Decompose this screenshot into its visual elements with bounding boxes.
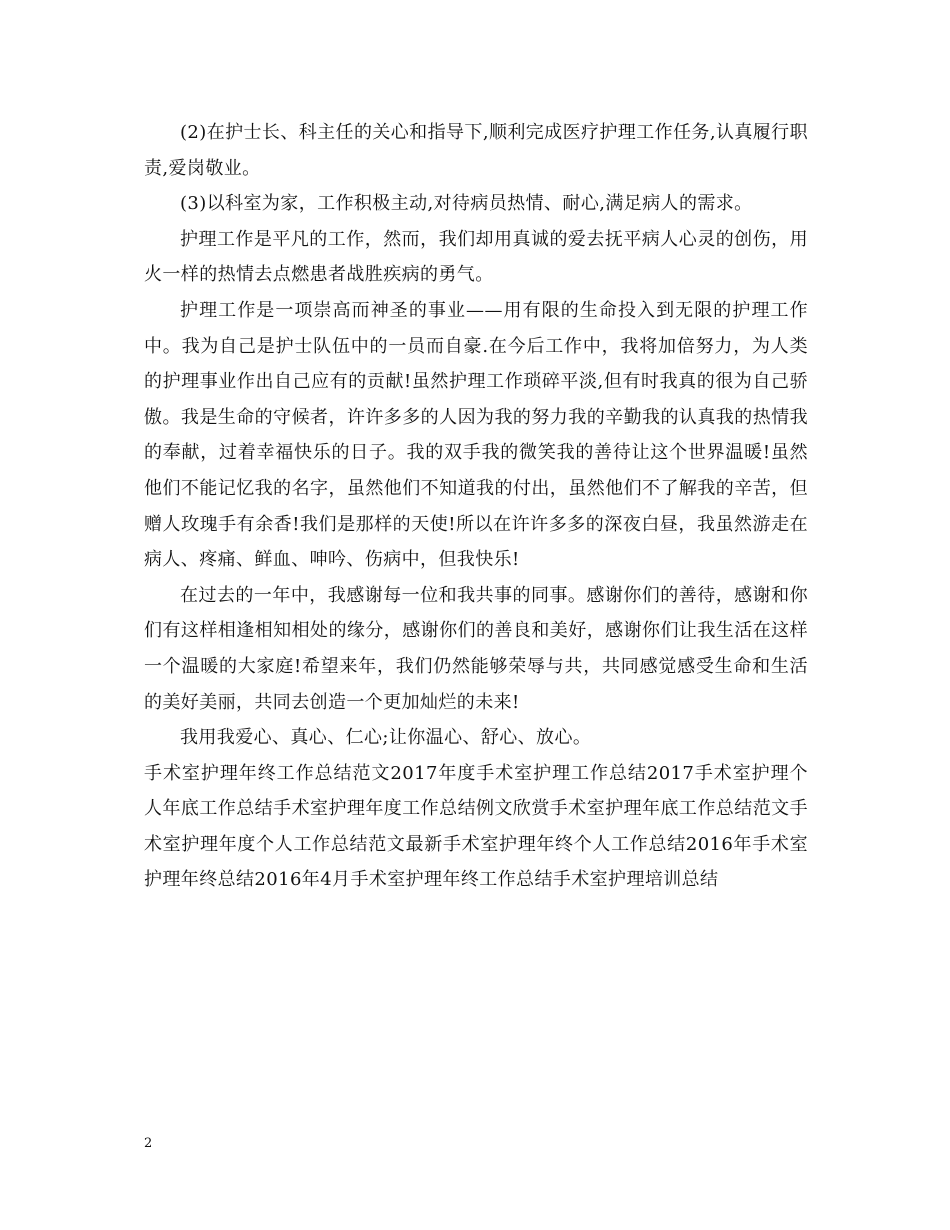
- page-number: 2: [144, 1136, 153, 1151]
- paragraph-thanks-colleagues: 在过去的一年中，我感谢每一位和我共事的同事。感谢你们的善待，感谢和你们有这样相逢相知相处的缘分，感谢你们的善良和美好，感谢你们让我生活在这样一个温暖的大家庭!希望来年，我们仍然能够荣辱与共，共同感觉感受生命和生活的美好美丽，共同去创造一个更加灿烂的未来!: [144, 584, 808, 713]
- related-articles-text: 手术室护理年终工作总结范文2017年度手术室护理工作总结2017手术室护理个人年底工作总结手术室护理年度工作总结例文欣赏手术室护理年底工作总结范文手术室护理年度个人工作总结范文最新手术室护理年终个人工作总结2016年手术室护理年终总结2016年4月手术室护理年终工作总结手术室护理培训总结: [144, 762, 808, 891]
- document-body: [144, 115, 808, 898]
- paragraph-nursing-noble: 护理工作是一项崇高而神圣的事业——用有限的生命投入到无限的护理工作中。我为自己是护士队伍中的一员而自豪.在今后工作中，我将加倍努力，为人类的护理事业作出自己应有的贡献!虽然护理工作琐碎平淡,但有时我真的很为自己骄傲。我是生命的守候者，许许多多的人因为我的努力我的辛勤我的认真我的热情我的奉献，过着幸福快乐的日子。我的双手我的微笑我的善待让这个世界温暖!虽然他们不能记忆我的名字，虽然他们不知道我的付出，虽然他们不了解我的辛苦，但赠人玫瑰手有余香!我们是那样的天使!所以在许许多多的深夜白昼，我虽然游走在病人、疼痛、鲜血、呻吟、伤病中，但我快乐!: [144, 299, 808, 571]
- paragraph-closing-motto: 我用我爱心、真心、仁心;让你温心、舒心、放心。: [180, 727, 592, 749]
- paragraph-nursing-ordinary: 护理工作是平凡的工作，然而，我们却用真诚的爱去抚平病人心灵的创伤，用火一样的热情去点燃患者战胜疾病的勇气。: [144, 228, 808, 286]
- paragraph-item-3: (3)以科室为家，工作积极主动,对待病员热情、耐心,满足病人的需求。: [180, 193, 753, 215]
- paragraph-item-2: (2)在护士长、科主任的关心和指导下,顺利完成医疗护理工作任务,认真履行职责,爱岗敬业。: [144, 122, 808, 179]
